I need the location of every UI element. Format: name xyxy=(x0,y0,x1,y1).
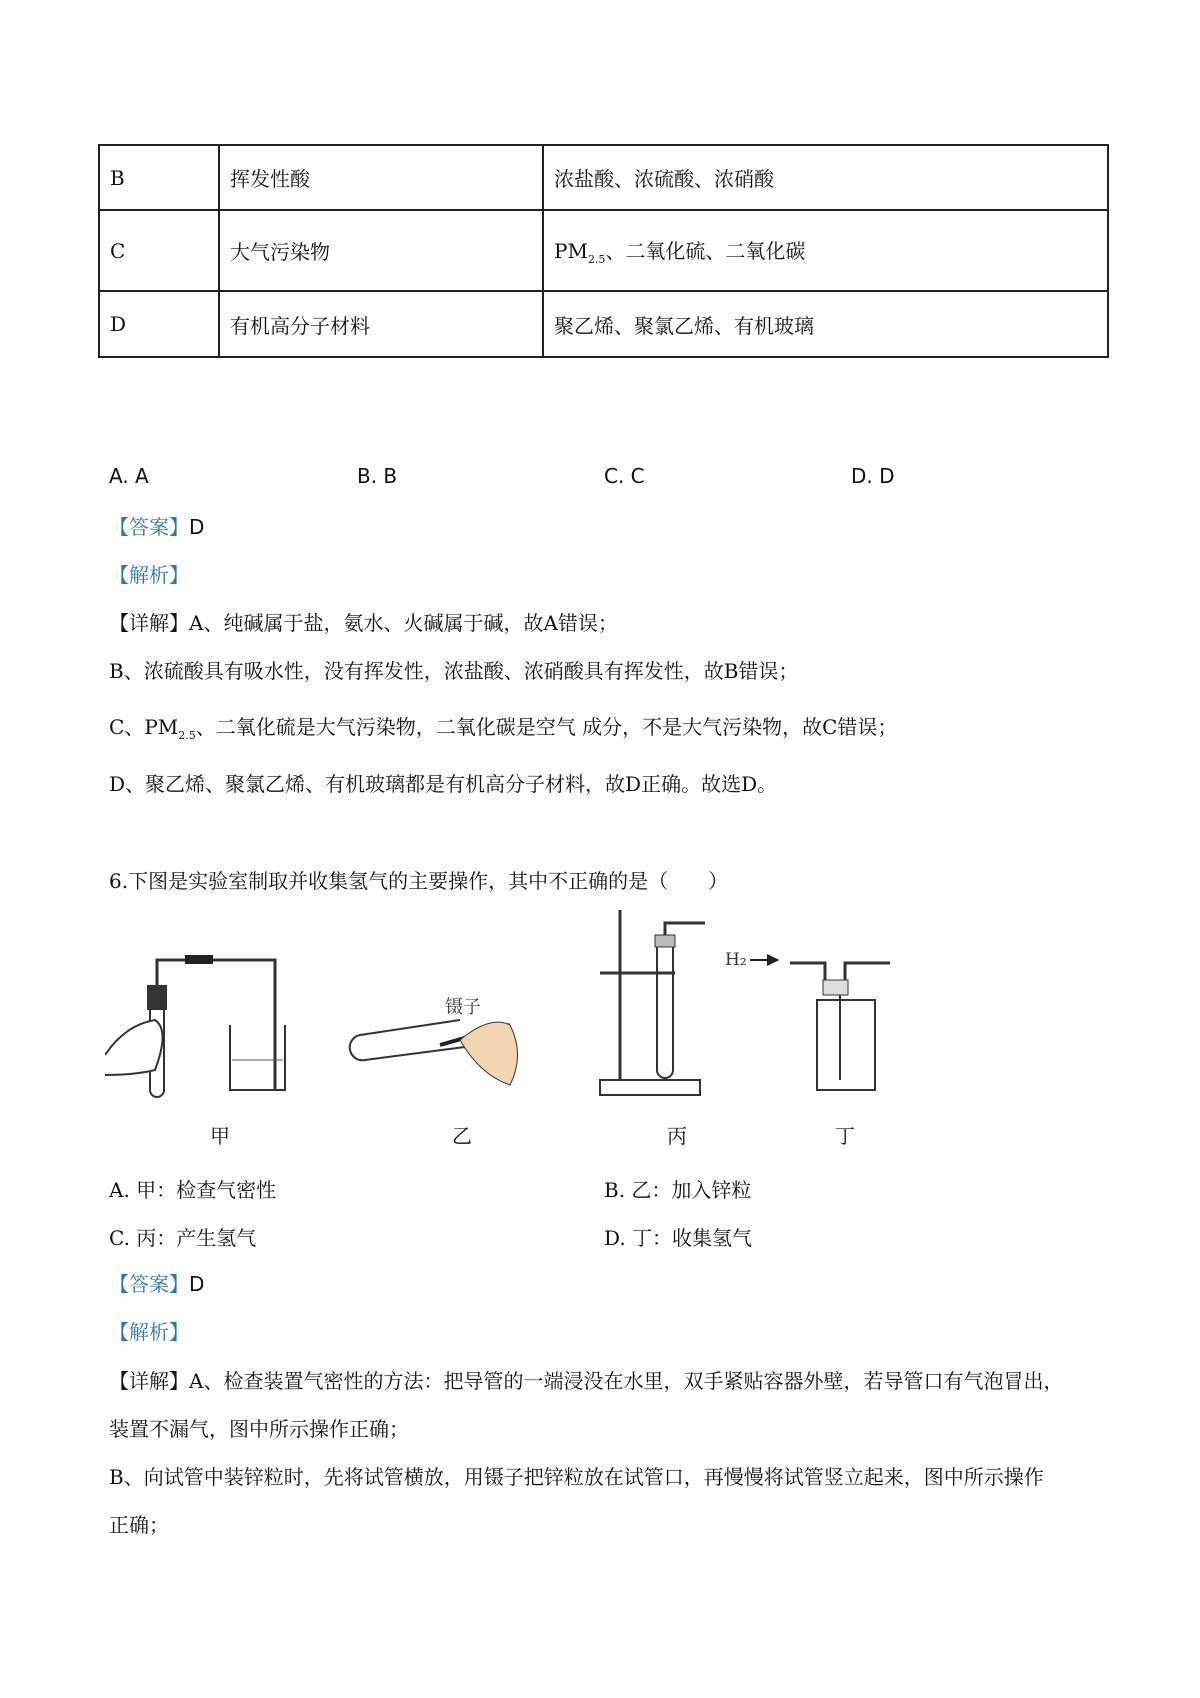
option-a: A. A xyxy=(109,464,149,488)
table-cell: B xyxy=(99,145,219,210)
option-c: C. C xyxy=(604,464,645,488)
table-cell: 大气污染物 xyxy=(219,210,543,291)
detail-label: 【详解】 xyxy=(109,1369,189,1393)
detail-line xyxy=(109,609,618,637)
answer-line xyxy=(109,1270,204,1298)
detail-text: 正确； xyxy=(109,1513,169,1537)
answer-value: D xyxy=(189,515,205,539)
add-zinc-figure xyxy=(340,905,540,1105)
answer-label: 【答案】 xyxy=(109,1272,189,1296)
answer-line xyxy=(109,513,204,541)
table-cell: C xyxy=(99,210,219,291)
figure-label-bing: 丙 xyxy=(667,1124,687,1148)
detail-text: D、聚乙烯、聚氯乙烯、有机玻璃都是有机高分子材料，故D正确。故选D。 xyxy=(109,772,778,796)
table-cell xyxy=(543,210,1108,291)
detail-text: B、浓硫酸具有吸水性，没有挥发性，浓盐酸、浓硝酸具有挥发性，故B错误； xyxy=(109,659,799,683)
detail-label: 【详解】 xyxy=(109,611,189,635)
pm-subscript: 2.5 xyxy=(178,729,196,742)
table-row xyxy=(99,291,1108,357)
hydrogen-setup-figure xyxy=(595,905,895,1105)
option-d: D. 丁：收集氢气 xyxy=(604,1226,753,1250)
figure-label-yi: 乙 xyxy=(452,1124,472,1148)
pm-text: PM xyxy=(554,239,588,263)
answer-value: D xyxy=(189,1272,205,1296)
detail-line xyxy=(109,713,897,750)
detail-text: 、二氧化硫是大气污染物，二氧化碳是空气 成分，不是大气污染物，故C错误； xyxy=(195,715,898,739)
analysis-label: 【解析】 xyxy=(109,1320,189,1344)
question-6: 6.下图是实验室制取并收集氢气的主要操作，其中不正确的是（ ） xyxy=(109,869,729,893)
detail-text: B、向试管中装锌粒时，先将试管横放，用镊子把锌粒放在试管口，再慢慢将试管竖立起来，图中所示操作 xyxy=(109,1465,1044,1489)
classification-table xyxy=(98,144,1109,358)
detail-text: A、检查装置气密性的方法：把导管的一端浸没在水里，双手紧贴容器外壁，若导管口有气泡冒出， xyxy=(189,1369,1064,1393)
option-b: B. B xyxy=(357,464,398,488)
table-row xyxy=(99,145,1108,210)
figure-label-jia: 甲 xyxy=(210,1124,230,1148)
table-cell: D xyxy=(99,291,219,357)
pm-text: PM xyxy=(144,715,179,739)
figure-label-ding: 丁 xyxy=(835,1124,855,1148)
table-cell: 有机高分子材料 xyxy=(219,291,543,357)
cell-text: 、二氧化硫、二氧化碳 xyxy=(605,239,806,263)
detail-text: C、 xyxy=(109,715,145,739)
table-cell: 挥发性酸 xyxy=(219,145,543,210)
option-d: D. D xyxy=(851,464,895,488)
option-a: A. 甲：检查气密性 xyxy=(109,1178,277,1202)
detail-line xyxy=(109,1367,1063,1395)
tweezers-label: 镊子 xyxy=(445,997,481,1018)
answer-label: 【答案】 xyxy=(109,515,189,539)
detail-text: A、纯碱属于盐，氨水、火碱属于碱，故A错误； xyxy=(189,611,618,635)
table-cell: 聚乙烯、聚氯乙烯、有机玻璃 xyxy=(543,291,1108,357)
table-row xyxy=(99,210,1108,291)
airtightness-check-figure xyxy=(105,905,305,1105)
table-cell: 浓盐酸、浓硫酸、浓硝酸 xyxy=(543,145,1108,210)
analysis-label: 【解析】 xyxy=(109,563,189,587)
option-c: C. 丙：产生氢气 xyxy=(109,1226,257,1250)
option-b: B. 乙：加入锌粒 xyxy=(604,1178,752,1202)
pm-subscript: 2.5 xyxy=(587,253,606,266)
detail-text: 装置不漏气，图中所示操作正确； xyxy=(109,1417,409,1441)
h2-label: H₂ xyxy=(725,950,747,970)
